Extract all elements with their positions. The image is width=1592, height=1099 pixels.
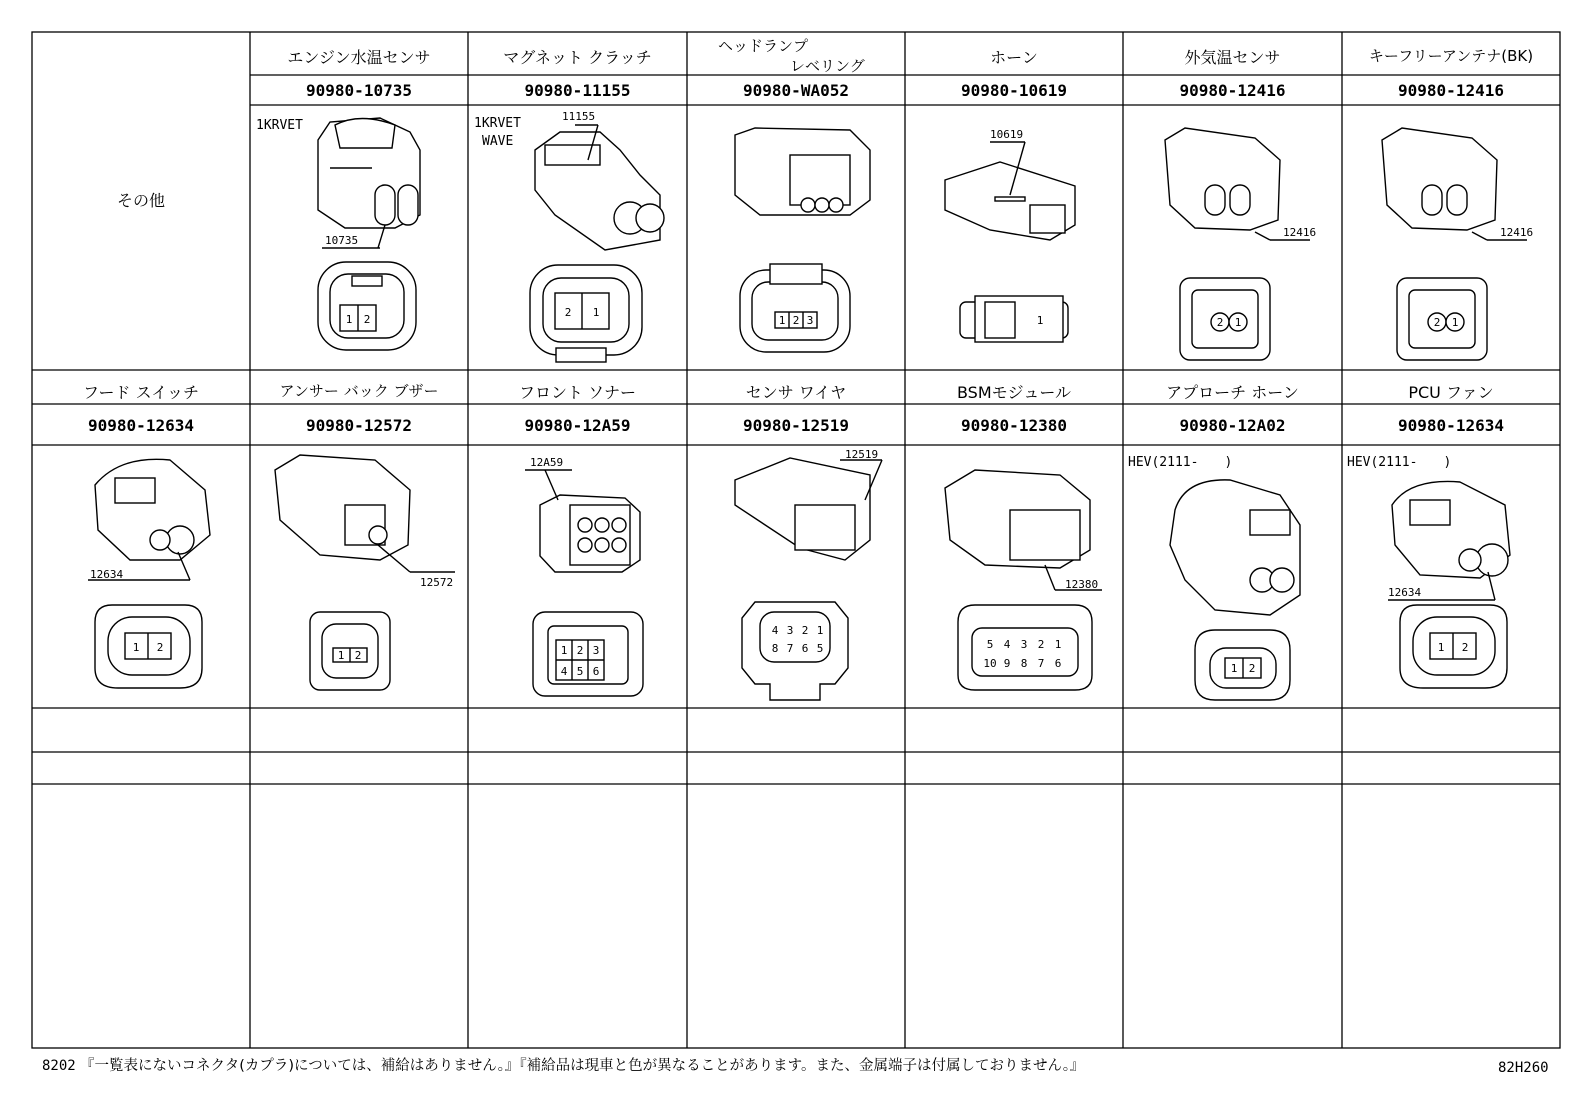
part-callout: 12572 — [420, 576, 454, 589]
part-number: 90980-10735 — [306, 81, 412, 100]
part-number: 90980-12572 — [306, 416, 412, 435]
part-callout: 10619 — [990, 128, 1024, 141]
connector-drawing-WA052 — [735, 128, 870, 352]
pin-label: 1 — [592, 306, 600, 319]
row-label-other: その他 — [116, 191, 165, 210]
part-callout: 12416 — [1500, 226, 1534, 239]
part-number: 90980-12A02 — [1179, 416, 1286, 435]
part-number: 90980-12634 — [88, 416, 194, 435]
connector-name: フード スイッチ — [83, 383, 199, 402]
pin-label: 7 — [1037, 657, 1045, 670]
connector-drawing-12A59 — [525, 470, 643, 696]
pin-label: 1 — [337, 649, 345, 662]
row2-drawings — [88, 455, 1510, 700]
pin-label: 3 — [786, 624, 794, 637]
pin-label: 2 — [354, 649, 362, 662]
part-callout: 12380 — [1065, 578, 1099, 591]
pin-label: 2 — [1037, 638, 1045, 651]
engine-note: 1KRVET — [474, 116, 521, 131]
part-callout: 12634 — [90, 568, 124, 581]
footer-code: 8202 — [42, 1058, 76, 1074]
connector-name: キーフリーアンテナ(BK) — [1368, 47, 1534, 65]
connector-name: マグネット クラッチ — [503, 48, 652, 67]
connector-name: エンジン水温センサ — [287, 48, 431, 67]
connector-drawing-12634-b — [1388, 481, 1510, 688]
pin-label: 2 — [576, 644, 584, 657]
pin-label: 9 — [1003, 657, 1011, 670]
pin-label: 1 — [132, 641, 140, 654]
footer-ref: 82H260 — [1498, 1060, 1549, 1076]
pin-label: 2 — [1433, 316, 1441, 329]
row1-drawings — [318, 118, 1527, 362]
part-number: 90980-12A59 — [524, 416, 631, 435]
pin-label: 2 — [1248, 662, 1256, 675]
pin-label: 1 — [778, 314, 786, 327]
pin-label: 5 — [986, 638, 994, 651]
pin-label: 1 — [1054, 638, 1062, 651]
connector-name-line2: レベリング — [790, 57, 865, 75]
vehicle-note: HEV(2111- ) — [1347, 455, 1452, 470]
pin-label: 1 — [560, 644, 568, 657]
connector-drawing-12572 — [275, 455, 455, 690]
pin-label: 3 — [806, 314, 814, 327]
pin-label: 2 — [156, 641, 164, 654]
pin-label: 6 — [801, 642, 809, 655]
connector-drawing-12519 — [735, 458, 882, 700]
pin-label: 8 — [771, 642, 779, 655]
pin-label: 4 — [560, 665, 568, 678]
part-number: 90980-12519 — [743, 416, 849, 435]
pin-label: 1 — [816, 624, 824, 637]
pin-label: 6 — [592, 665, 600, 678]
part-number: 90980-11155 — [524, 81, 631, 100]
connector-name: ホーン — [990, 48, 1038, 67]
vehicle-note: HEV(2111- ) — [1128, 455, 1233, 470]
connector-name: アンサー バック ブザー — [279, 382, 439, 400]
pin-label: 2 — [564, 306, 572, 319]
pin-label: 7 — [786, 642, 794, 655]
connector-drawing-11155 — [530, 125, 664, 362]
part-number: 90980-12416 — [1179, 81, 1286, 100]
connector-name: フロント ソナー — [518, 383, 637, 402]
engine-note: 1KRVET — [256, 118, 303, 133]
pin-label: 2 — [792, 314, 800, 327]
engine-note-2: WAVE — [482, 134, 514, 149]
pin-label: 3 — [592, 644, 600, 657]
part-callout: 12416 — [1283, 226, 1317, 239]
pin-label: 10 — [983, 657, 997, 670]
pin-label: 1 — [1230, 662, 1238, 675]
part-callout: 12A59 — [530, 456, 564, 469]
connector-name: 外気温センサ — [1184, 48, 1281, 67]
pin-label: 6 — [1054, 657, 1062, 670]
pin-label: 2 — [1216, 316, 1224, 329]
pin-label: 8 — [1020, 657, 1028, 670]
part-callout: 11155 — [562, 110, 596, 123]
pin-label: 2 — [363, 313, 371, 326]
connector-name-line1: ヘッドランプ — [718, 37, 809, 55]
connector-name: PCU ファン — [1408, 383, 1494, 402]
pin-label: 1 — [345, 313, 353, 326]
pin-label: 4 — [771, 624, 779, 637]
pin-label: 1 — [1451, 316, 1459, 329]
pin-label: 4 — [1003, 638, 1011, 651]
part-callout: 10735 — [325, 234, 359, 247]
footer-notice: 『一覧表にないコネクタ(カプラ)については、補給はありません。』『補給品は現車と色が異なることがあります。また、金属端子は付属しておりません。』 — [80, 1058, 1085, 1074]
part-number: 90980-12380 — [961, 416, 1067, 435]
connector-name: アプローチ ホーン — [1166, 383, 1299, 402]
part-number: 90980-12416 — [1398, 81, 1504, 100]
part-number: 90980-WA052 — [743, 81, 849, 100]
pin-label: 3 — [1020, 638, 1028, 651]
pin-label: 5 — [816, 642, 824, 655]
pin-label: 1 — [1036, 314, 1044, 327]
part-number: 90980-10619 — [961, 81, 1067, 100]
part-callout: 12519 — [845, 448, 879, 461]
connector-name: センサ ワイヤ — [745, 383, 847, 402]
pin-label: 2 — [801, 624, 809, 637]
pin-label: 1 — [1437, 641, 1445, 654]
connector-drawing-10619 — [945, 142, 1075, 342]
part-number: 90980-12634 — [1398, 416, 1504, 435]
connector-name: BSMモジュール — [956, 383, 1072, 402]
pin-label: 2 — [1461, 641, 1469, 654]
pin-label: 1 — [1234, 316, 1242, 329]
part-callout: 12634 — [1388, 586, 1422, 599]
pin-label: 5 — [576, 665, 584, 678]
